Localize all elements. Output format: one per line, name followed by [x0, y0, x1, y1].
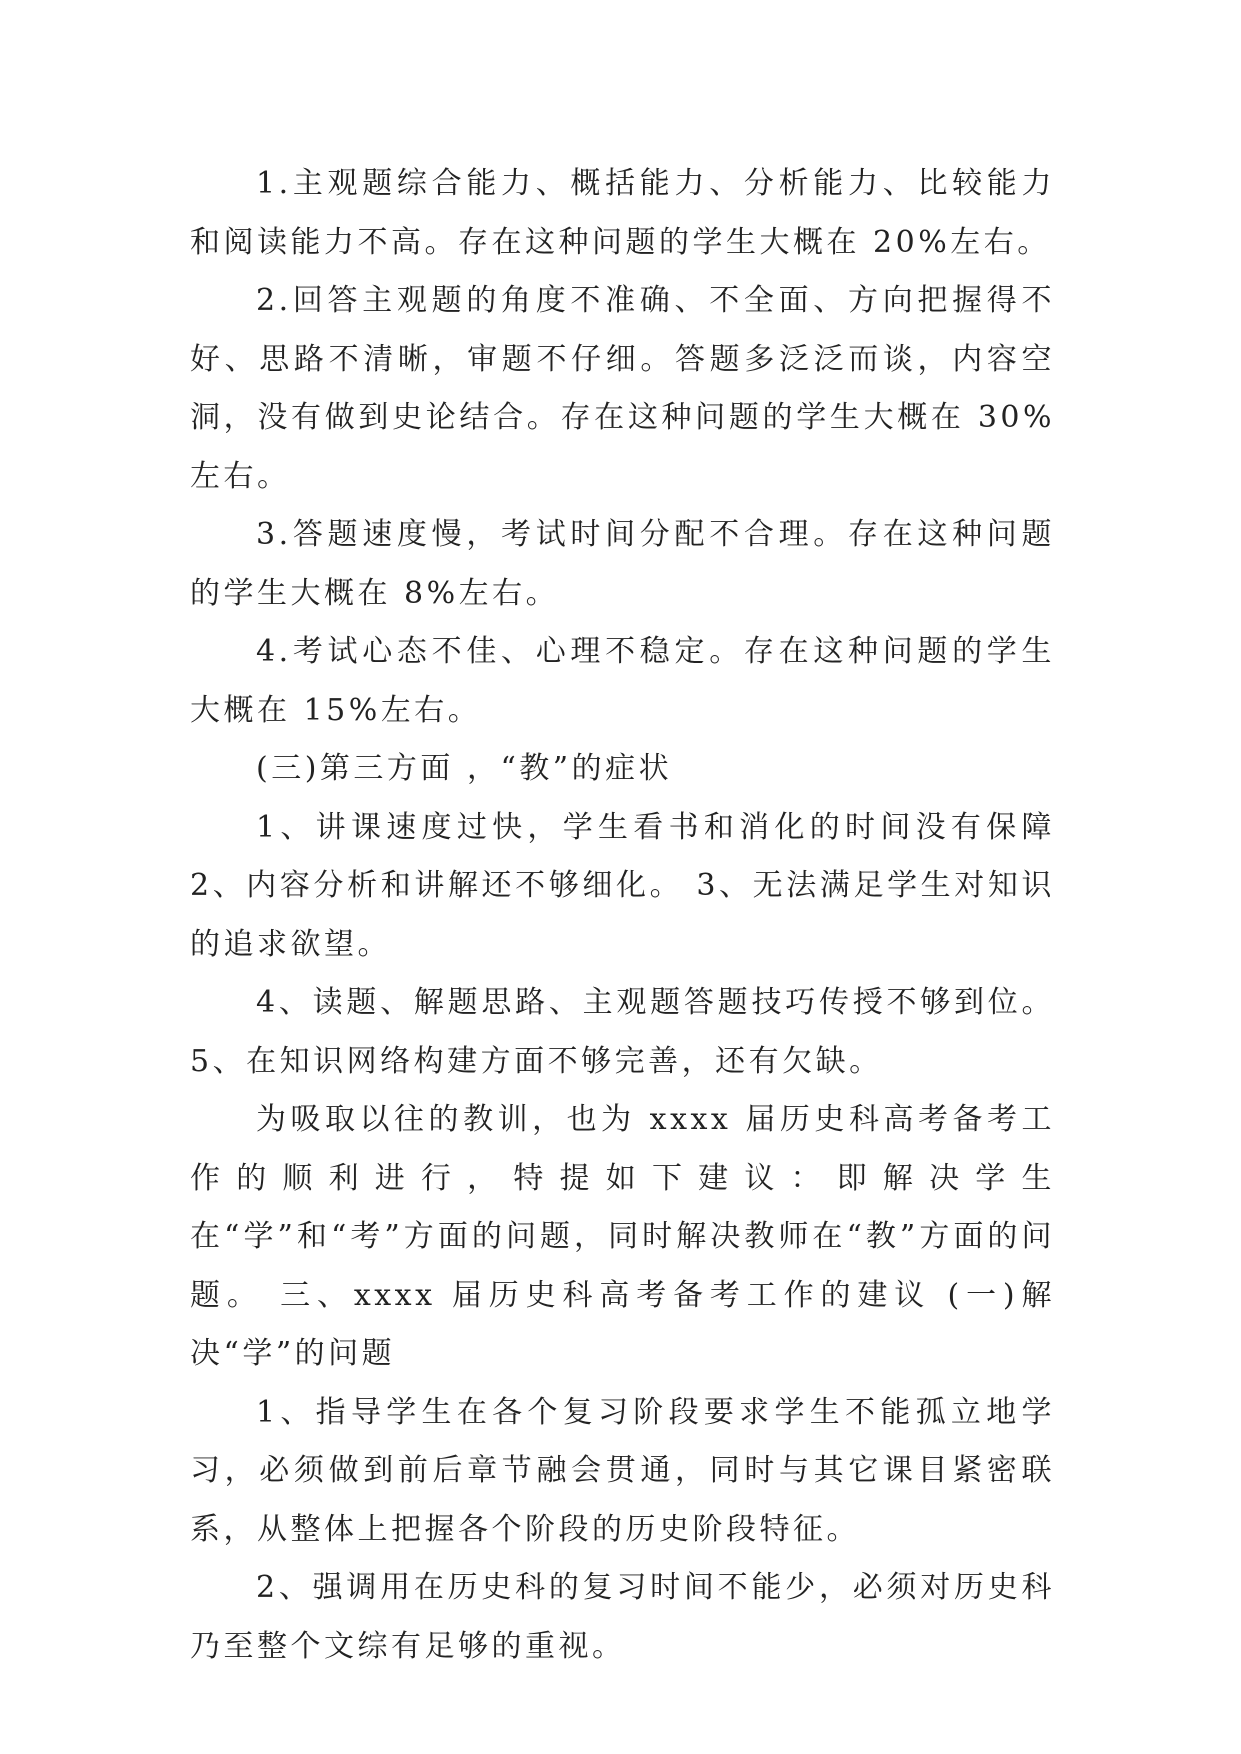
paragraph-4: 4.考试心态不佳、心理不稳定。存在这种问题的学生大概在 15%左右。	[190, 634, 1055, 728]
document-body	[190, 155, 1069, 1676]
paragraph-7: 4、读题、解题思路、主观题答题技巧传授不够到位。5、在知识网络构建方面不够完善，还有欠缺。	[190, 985, 1055, 1079]
paragraph-8: 为吸取以往的教训，也为 xxxx 届历史科高考备考工作的顺利进行，特提如下建议：即解决学生在“学”和“考”方面的问题，同时解决教师在“教”方面的问题。 三、xxxx 届历史科高考备考工作的建议 (一)解决“学”的问题	[190, 1102, 1055, 1371]
paragraph-1: 1.主观题综合能力、概括能力、分析能力、比较能力和阅读能力不高。存在这种问题的学生大概在 20%左右。	[190, 166, 1055, 260]
paragraph-9: 1、指导学生在各个复习阶段要求学生不能孤立地学习，必须做到前后章节融会贯通，同时与其它课目紧密联系，从整体上把握各个阶段的历史阶段特征。	[190, 1394, 1055, 1547]
paragraph-2: 2.回答主观题的角度不准确、不全面、方向把握得不好、思路不清晰，审题不仔细。答题多泛泛而谈，内容空洞，没有做到史论结合。存在这种问题的学生大概在 30%左右。	[190, 283, 1055, 494]
paragraph-6: 1、讲课速度过快，学生看书和消化的时间没有保障 2、内容分析和讲解还不够细化。 3、无法满足学生对知识的追求欲望。	[190, 809, 1069, 962]
paragraph-10: 2、强调用在历史科的复习时间不能少，必须对历史科乃至整个文综有足够的重视。	[190, 1570, 1055, 1664]
section-heading-3: (三)第三方面 ，“教”的症状	[256, 751, 673, 786]
paragraph-3: 3.答题速度慢，考试时间分配不合理。存在这种问题的学生大概在 8%左右。	[190, 517, 1055, 611]
